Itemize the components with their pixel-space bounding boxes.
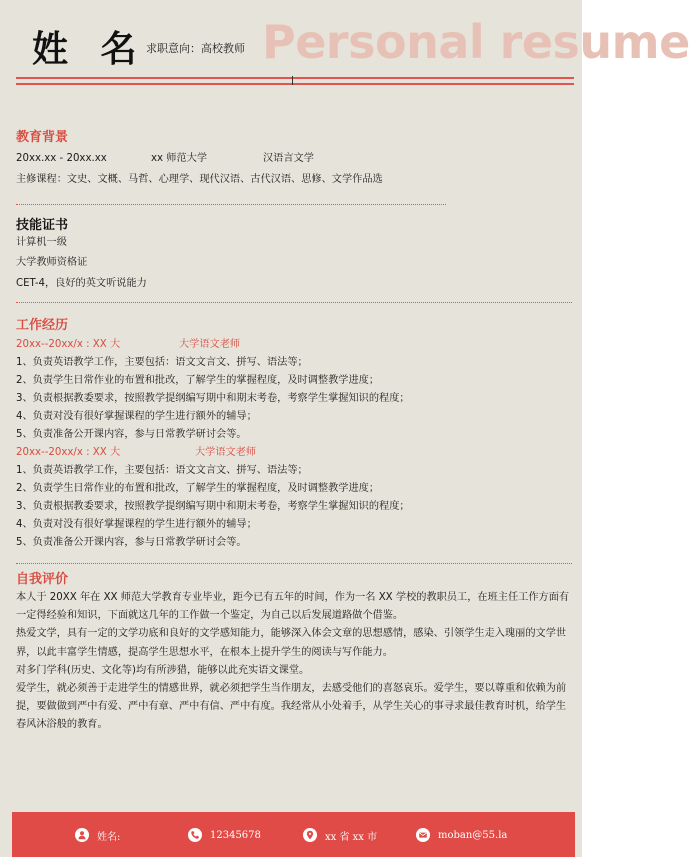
section-title: 工作经历 (16, 318, 69, 333)
job-duty: 2、负责学生日常作业的布置和批改，了解学生的掌握程度，及时调整教学进度； (16, 483, 380, 494)
contact-phone (188, 826, 261, 844)
contact-address (303, 826, 377, 844)
job-role: 大学语文老师 (179, 339, 241, 350)
name-heading: 姓 名 (32, 29, 147, 70)
self-eval-paragraph: 热爱文学，具有一定的文学功底和良好的文学感知能力，能够深入体会文章的思想感情，感染、引领学生走入瑰丽的文学世界，以此丰富学生情感，提高学生思想水平，在根本上提升学生的阅读与写作能力。 (16, 628, 567, 658)
email-value[interactable]: moban@55.la (438, 829, 508, 841)
header-rule-bottom (16, 83, 574, 85)
watermark-text: Personal resume (262, 15, 690, 69)
section-title: 自我评价 (16, 572, 69, 587)
location-icon (303, 828, 317, 842)
edu-school: xx 师范大学 (151, 153, 208, 164)
section-title: 教育背景 (16, 130, 69, 145)
job-period: 20xx--20xx/x : XX 大 (16, 447, 121, 458)
header-rule-top (16, 77, 574, 79)
self-eval-section (16, 572, 572, 735)
job-duty: 4、负责对没有很好掌握课程的学生进行额外的辅导； (16, 519, 257, 530)
edu-courses: 主修课程：文史、文概、马哲、心理学、现代汉语、古代汉语、思修、文学作品选 (16, 174, 383, 185)
section-divider (16, 302, 572, 303)
job-header (16, 336, 572, 354)
work-section (16, 318, 572, 552)
skills-section (16, 218, 572, 293)
section-divider (16, 563, 572, 564)
address-value: xx 省 xx 市 (325, 831, 378, 843)
edu-major: 汉语言文学 (263, 153, 314, 164)
job-duty: 5、负责准备公开课内容，参与日常教学研讨会等。 (16, 537, 247, 548)
contact-name (75, 826, 120, 844)
edu-period: 20xx.xx - 20xx.xx (16, 153, 107, 164)
phone-value: 12345678 (210, 829, 261, 841)
self-eval-paragraph: 爱学生，就必须善于走进学生的情感世界，就必须把学生当作朋友，去感受他们的喜怒哀乐。爱学生，要以尊重和依赖为前提，要做做到严中有爱、严中有章、严中有信、严中有度。我经常从小处着手，从学生关心的事寻求最佳教育时机，给学生春风沐浴般的教育。 (16, 683, 567, 731)
self-eval-paragraph: 对多门学科(历史、文化等)均有所涉猎，能够以此充实语文课堂。 (16, 664, 310, 676)
section-title: 技能证书 (16, 218, 69, 233)
email-icon (416, 828, 430, 842)
skill-item: 大学教师资格证 (16, 257, 88, 268)
job-duty: 4、负责对没有很好掌握课程的学生进行额外的辅导； (16, 411, 257, 422)
job-intent: 求职意向：高校教师 (146, 42, 245, 55)
job-duty: 5、负责准备公开课内容，参与日常教学研讨会等。 (16, 429, 247, 440)
person-icon (75, 828, 89, 842)
header-tick (292, 76, 293, 85)
job-duty: 1、负责英语教学工作，主要包括：语文文言文、拼写、语法等； (16, 357, 308, 368)
job-duty: 2、负责学生日常作业的布置和批改，了解学生的掌握程度，及时调整教学进度； (16, 375, 380, 386)
name-label: 姓名: (97, 831, 121, 843)
self-eval-paragraph: 本人于 20XX 年在 XX 师范大学教育专业毕业，距今已有五年的时间，作为一名 XX 学校的教职员工，在班主任工作方面有一定得经验和知识，下面就这几年的工作做一个鉴定，为自己以后发展道路做个借鉴。 (16, 592, 570, 622)
contact-email (416, 826, 507, 844)
job-role: 大学语文老师 (195, 447, 257, 458)
job-period: 20xx--20xx/x : XX 大 (16, 339, 121, 350)
section-divider (16, 204, 446, 205)
education-row (16, 150, 572, 168)
job-header (16, 444, 572, 462)
education-section (16, 130, 572, 189)
contact-footer (12, 812, 575, 857)
skill-item: 计算机一级 (16, 237, 67, 248)
skill-item: CET-4，良好的英文听说能力 (16, 278, 147, 289)
phone-icon (188, 828, 202, 842)
job-duty: 1、负责英语教学工作，主要包括：语文文言文、拼写、语法等； (16, 465, 308, 476)
job-duty: 3、负责根据教委要求，按照教学提纲编写期中和期末考卷，考察学生掌握知识的程度； (16, 393, 410, 404)
job-duty: 3、负责根据教委要求，按照教学提纲编写期中和期末考卷，考察学生掌握知识的程度； (16, 501, 410, 512)
